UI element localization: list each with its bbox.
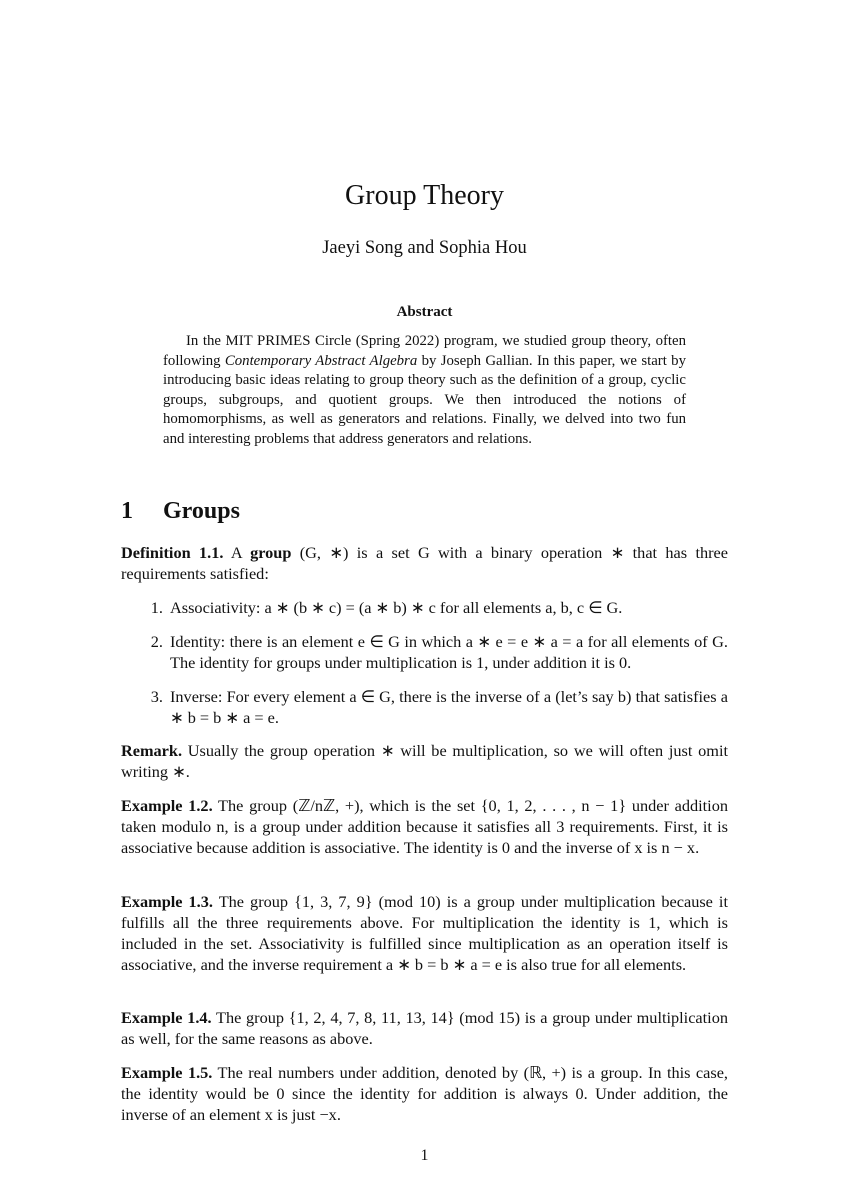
abstract-book-title: Contemporary Abstract Algebra xyxy=(224,352,418,369)
example-paragraph xyxy=(121,891,728,975)
definition-text-b: (G, ∗) is a set G with a binary operation ∗ that has three requirements satisfied: xyxy=(121,543,728,583)
abstract-body xyxy=(163,332,686,450)
example-text: The group (ℤ/nℤ, +), which is the set {0, 1, 2, . . . , n − 1} under addition taken modulo n, is a group under addition because it satisfies all 3 requirements. First, it is associative because addition is associative. The identity is 0 and the inverse of x is n − x. xyxy=(121,796,728,857)
remark-lead: Remark. xyxy=(121,741,183,760)
list-item xyxy=(121,686,728,728)
list-item-text: Inverse: For every element a ∈ G, there is the inverse of a (let’s say b) that satisfies a ∗ b = b ∗ a = e. xyxy=(170,687,728,727)
list-item xyxy=(121,631,728,673)
example-lead: Example 1.3. xyxy=(121,892,213,911)
list-item-text: Identity: there is an element e ∈ G in which a ∗ e = e ∗ a = a for all elements of G. The identity for groups under multiplication is 1, under addition it is 0. xyxy=(170,632,728,672)
abstract-heading: Abstract xyxy=(396,304,453,320)
remark-text: Usually the group operation ∗ will be multiplication, so we will often just omit writing ∗. xyxy=(121,741,728,781)
remark-paragraph xyxy=(121,740,728,782)
paper-authors: Jaeyi Song and Sophia Hou xyxy=(322,238,527,258)
example-lead: Example 1.5. xyxy=(121,1063,213,1082)
example-lead: Example 1.4. xyxy=(121,1008,212,1027)
list-item-number: 2. xyxy=(150,632,163,651)
abstract-text-end: by Joseph Gallian. In this paper, we start by introducing basic ideas relating to group theory such as the definition of a group, cyclic groups, subgroups, and quotient groups. We then introduced the notions of homomorphisms, as well as generators and relations. Finally, we delved into two fun and interesting problems that address generators and relations. xyxy=(163,352,686,447)
page-number: 1 xyxy=(420,1147,429,1164)
example-text: The group {1, 2, 4, 7, 8, 11, 13, 14} (mod 15) is a group under multiplication as well, for the same reasons as above. xyxy=(121,1008,728,1048)
abstract-text-start: In the MIT PRIMES Circle (Spring 2022) program, we studied group theory, often following xyxy=(163,333,686,369)
list-item-number: 3. xyxy=(150,687,163,706)
definition-paragraph xyxy=(121,542,728,584)
definition-term: group xyxy=(250,543,292,562)
definition-lead: Definition 1.1. xyxy=(121,543,224,562)
list-item-text: Associativity: a ∗ (b ∗ c) = (a ∗ b) ∗ c for all elements a, b, c ∈ G. xyxy=(170,598,623,617)
paper-title: Group Theory xyxy=(345,180,504,211)
example-paragraph xyxy=(121,1062,728,1125)
example-text: The group {1, 3, 7, 9} (mod 10) is a group under multiplication because it fulfills all the three requirements above. For multiplication the identity is 1, which is included in the set. Associativity is fulfilled since multiplication as an operation itself is associative, and the inverse requirement a ∗ b = b ∗ a = e is also true for all elements. xyxy=(121,892,728,974)
section-number: 1 xyxy=(121,498,133,524)
example-paragraph xyxy=(121,795,728,858)
section-title: Groups xyxy=(163,498,240,524)
list-item xyxy=(121,597,728,618)
example-paragraph xyxy=(121,1007,728,1049)
example-lead: Example 1.2. xyxy=(121,796,213,815)
list-item-number: 1. xyxy=(150,598,163,617)
example-text: The real numbers under addition, denoted by (ℝ, +) is a group. In this case, the identity would be 0 since the identity for addition is always 0. Under addition, the inverse of an element x is just −x. xyxy=(121,1063,728,1124)
section-heading xyxy=(121,498,240,525)
definition-text-a: A xyxy=(223,543,251,562)
